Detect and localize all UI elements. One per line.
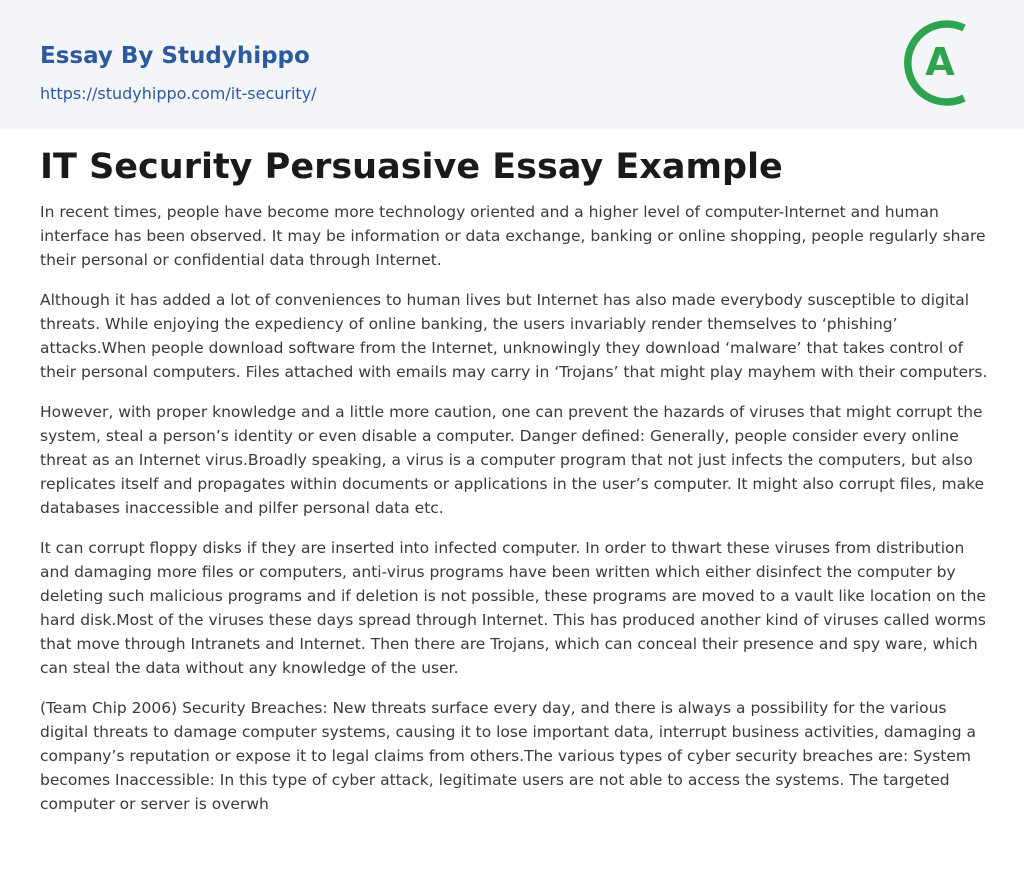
logo-letter: A — [925, 40, 955, 84]
site-header — [0, 0, 1024, 129]
paragraph-1: In recent times, people have become more technology oriented and a higher level of computer-Internet and human interface has been observed. It may be information or data exchange, banking or online shopping, people regularly share their personal or confidential data through Internet. — [40, 203, 986, 269]
paragraph-3: However, with proper knowledge and a little more caution, one can prevent the hazards of viruses that might corrupt the system, steal a person’s identity or even disable a computer. Danger defined: Generally, people consider every online threat as an Internet virus.Broadly speaking, a virus is a computer program that not just infects the computers, but also replicates itself and propagates within documents or applications in the user’s computer. It might also corrupt files, make databases inaccessible and pilfer personal data etc. — [40, 403, 985, 517]
article — [40, 140, 990, 832]
source-url-link[interactable]: https://studyhippo.com/it-security/ — [40, 84, 317, 103]
paragraph-4: It can corrupt floppy disks if they are inserted into infected computer. In order to thwart these viruses from distribution and damaging more files or computers, anti-virus programs have been written which either disinfect the computer by deleting such malicious programs and if deletion is not possible, these programs are moved to a vault like location on the hard disk.Most of the viruses these days spread through Internet. This has produced another kind of viruses called worms that move through Intranets and Internet. Then there are Trojans, which can conceal their presence and spy ware, which can steal the data without any knowledge of the user. — [40, 539, 986, 677]
paragraph-2: Although it has added a lot of conveniences to human lives but Internet has also made everybody susceptible to digital threats. While enjoying the expediency of online banking, the users invariably render themselves to ‘phishing’ attacks.When people download software from the Internet, unknowingly they download ‘malware’ that takes control of their personal computers. Files attached with emails may carry in ‘Trojans’ that might play mayhem with their computers. — [40, 291, 988, 381]
paragraph-5: (Team Chip 2006) Security Breaches: New threats surface every day, and there is always a possibility for the various digital threats to damage computer systems, causing it to lose important data, interrupt business activities, damaging a company’s reputation or expose it to legal claims from others.The various types of cyber security breaches are: System becomes Inaccessible: In this type of cyber attack, legitimate users are not able to access the systems. The targeted computer or server is overwh — [40, 699, 976, 813]
site-title: Essay By Studyhippo — [40, 43, 310, 69]
studyhippo-logo-icon[interactable] — [898, 18, 988, 108]
page-title: IT Security Persuasive Essay Example — [40, 147, 783, 187]
